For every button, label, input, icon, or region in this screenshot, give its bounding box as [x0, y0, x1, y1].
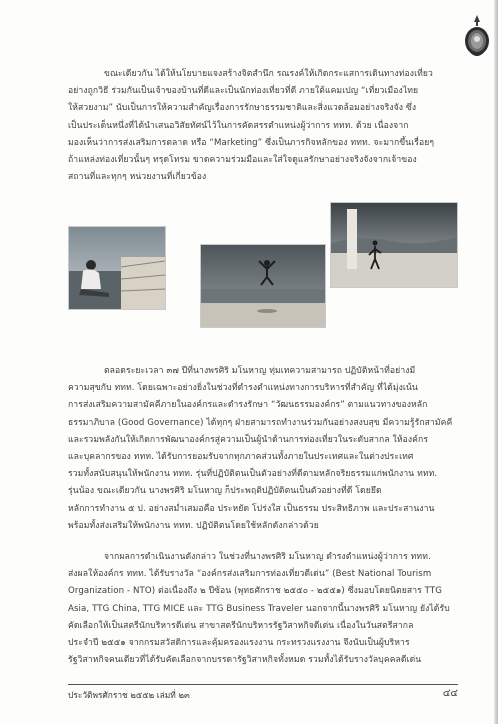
paragraph-1 — [68, 66, 458, 186]
page-edge-shadow — [494, 0, 498, 724]
paragraph-line: การส่งเสริมความสามัคคีภายในองค์กรและดำรงรักษา “วัฒนธรรมองค์กร” ตามแนวทางของหลัก — [68, 400, 428, 411]
woman-sitting-by-lake-photo-icon — [68, 226, 166, 310]
person-jumping-on-beach-photo-icon — [200, 244, 326, 328]
paragraph-line: Asia, TTG China, TTG MICE และ TTG Business Traveler นอกจากนี้นางพรศิริ มโนหาญ ยังได้รับ — [68, 603, 450, 614]
paragraph-line: สถานที่และทุกๆ หน่วยงานที่เกี่ยวข้อง — [68, 172, 207, 183]
paragraph-line: พร้อมทั้งส่งเสริมให้พนักงาน ททท. ปฏิบัติตนโดยใช้หลักดังกล่าวด้วย — [68, 520, 319, 531]
paragraph-line: Organization - NTO) ต่อเนื่องถึง ๒ ปีซ้อน (พุทธศักราช ๒๕๕๐ - ๒๕๕๑) ซึ่งมอบโดยนิตยสาร TTG — [68, 586, 442, 597]
footer-divider — [68, 684, 458, 685]
paragraph-line: ตลอดระยะเวลา ๓๗ ปีที่นางพรศิริ มโนหาญ ทุ่มเทความสามารถ ปฏิบัติหน้าที่อย่างมี — [104, 366, 416, 376]
paragraph-line: จากผลการดำเนินงานดังกล่าว ในช่วงที่นางพรศิริ มโนหาญ ดำรงตำแหน่งผู้ว่าการ ททท. — [104, 552, 431, 562]
paragraph-3 — [68, 549, 458, 669]
paragraph-line: อย่างถูกวิธี ร่วมกันเป็นเจ้าของบ้านที่ดีและเป็นนักท่องเที่ยวที่ดี ภายใต้แคมเปญ “เที่ยวเมืองไทย — [68, 86, 419, 97]
paragraph-line: ส่งผลให้องค์กร ททท. ได้รับรางวัล “องค์กรส่งเสริมการท่องเที่ยวดีเด่น” (Best National Tourism — [68, 569, 432, 580]
paragraph-line: ธรรมาภิบาล (Good Governance) ได้ทุกๆ ฝ่ายสามารถทำงานร่วมกันอย่างสงบสุข มีความรู้รักสามัคคี — [68, 417, 453, 428]
person-standing-at-waterfront-photo-icon — [330, 202, 458, 288]
page-number: ๔๔ — [442, 688, 458, 699]
paragraph-line: ความสุขกับ ททท. โดยเฉพาะอย่างยิ่งในช่วงที่ดำรงตำแหน่งทางการบริหารที่สำคัญ ที่ได้มุ่งเน้น — [68, 383, 418, 394]
paragraph-line: คัดเลือกให้เป็นสตรีนักบริหารดีเด่น สาขาสตรีนักบริหารรัฐวิสาหกิจดีเด่น เนื่องในวันสตรีสากล — [68, 620, 414, 631]
footer-publication-title: ประวัติพรศักราช ๒๕๕๒ เล่มที่ ๒๓ — [68, 690, 190, 700]
paragraph-line: ประจำปี ๒๕๕๑ จากกรมสวัสดิการและคุ้มครองแรงงาน กระทรวงแรงงาน จึงนับเป็นผู้บริหาร — [68, 637, 410, 648]
paragraph-line: ขณะเดียวกัน ได้ให้นโยบายแจงสร้างจิตสำนึก รณรงค์ให้เกิดกระแสการเดินทางท่องเที่ยว — [104, 69, 433, 79]
paragraph-line: รวมทั้งสนับสนุนให้พนักงาน ททท. รุ่นที่ปฏิบัติตนเป็นตัวอย่างที่ดีตามหลักจริยธรรมแก่พนักงาน ททท. — [68, 469, 438, 480]
paragraph-line: เป็นประเด็นหนึ่งที่ได้นำเสนอวิสัยทัศน์ไว้ในการคัดสรรตำแหน่งผู้ว่าการ ททท. ด้วย เนื่องจาก — [68, 120, 409, 131]
royal-emblem-icon — [462, 14, 492, 58]
paragraph-line: รุ่นน้อง ขณะเดียวกัน นางพรศิริ มโนหาญ ก็ประพฤติปฏิบัติตนเป็นตัวอย่างที่ดี โดยยึด — [68, 486, 382, 497]
paragraph-line: และบุคลากรของ ททท. ได้รับการยอมรับจากทุกภาคส่วนทั้งภายในประเทศและในต่างประเทศ — [68, 451, 414, 462]
paragraph-2 — [68, 363, 458, 535]
paragraph-line: มองเห็นว่าการส่งเสริมการตลาด หรือ “Marketing” ซึ่งเป็นภารกิจหลักของ ททท. จะมากขึ้นเรื่อยๆ — [68, 137, 435, 148]
paragraph-line: ให้สวยงาม” นับเป็นการให้ความสำคัญเรื่องการรักษาธรรมชาติและสิ่งแวดล้อมอย่างจริงจัง ซึ่ง — [68, 103, 417, 114]
paragraph-line: และรวมพลังกันให้เกิดการพัฒนาองค์กรสู่ความเป็นผู้นำด้านการท่องเที่ยวในระดับสากล ให้องค์กร — [68, 434, 429, 445]
paragraph-line: หลักการทำงาน ๕ ป. อย่างสม่ำเสมอคือ ประหยัด โปร่งใส เป็นธรรม ประสิทธิภาพ และประสานงาน — [68, 503, 435, 514]
paragraph-line: ถ้าแหล่งท่องเที่ยวนั้นๆ ทรุดโทรม ขาดความร่วมมือและใส่ใจดูแลรักษาอย่างจริงจังจากเจ้าของ — [68, 154, 417, 165]
paragraph-line: รัฐวิสาหกิจคนเดียวที่ได้รับคัดเลือกจากบรรดารัฐวิสาหกิจทั้งหมด รวมทั้งได้รับรางวัลบุคคลดีเด่น — [68, 655, 422, 666]
